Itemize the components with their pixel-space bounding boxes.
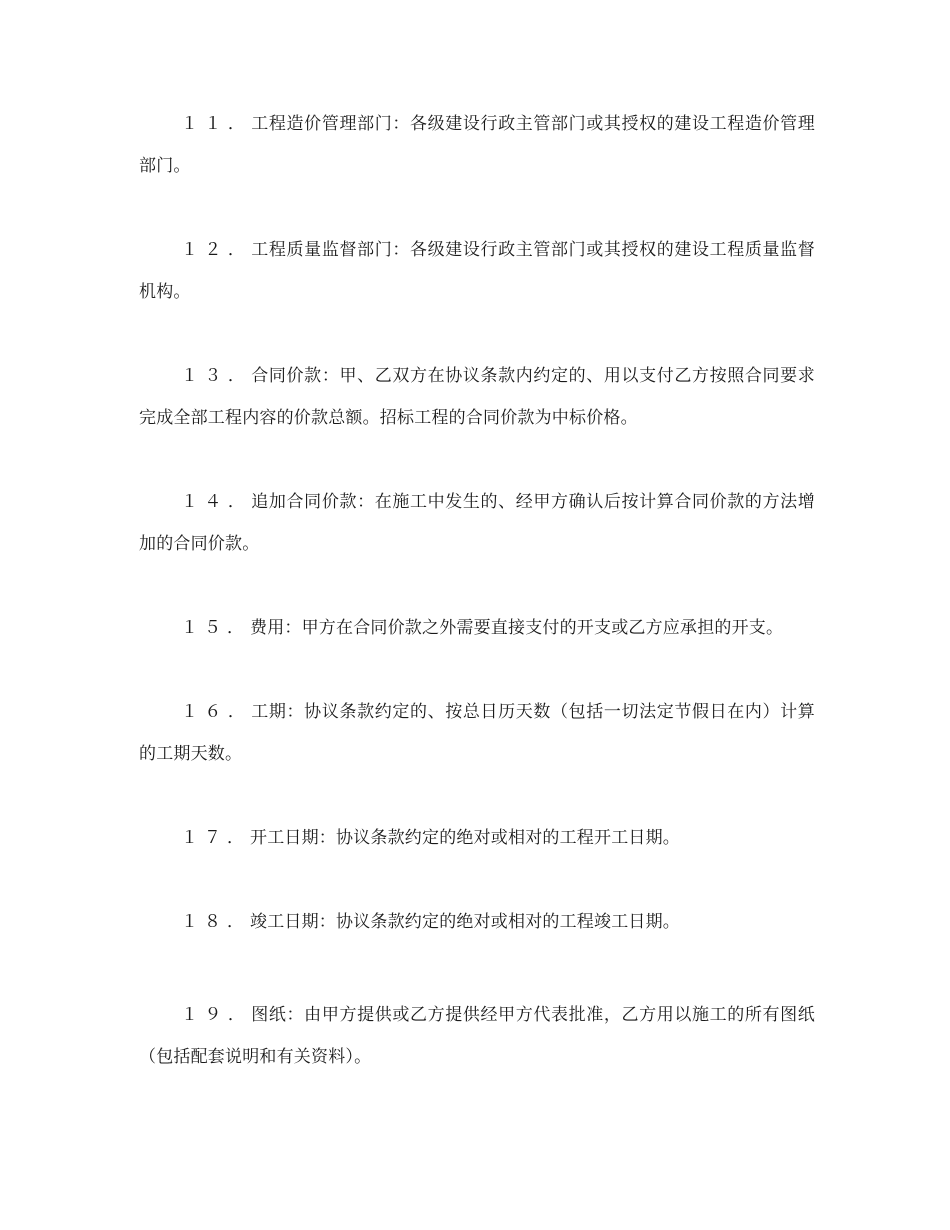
- clause-number: １４．: [181, 492, 252, 512]
- clause-number: １８．: [181, 912, 250, 932]
- clause-16: [139, 691, 815, 775]
- clause-text: 开工日期：协议条款约定的绝对或相对的工程开工日期。: [250, 828, 680, 848]
- clause-text: 工程造价管理部门：各级建设行政主管部门或其授权的建设工程造价管理部门。: [139, 114, 816, 176]
- clause-text: 追加合同价款：在施工中发生的、经甲方确认后按计算合同价款的方法增加的合同价款。: [139, 492, 816, 554]
- clause-17: [139, 817, 815, 859]
- clause-number: １５．: [181, 618, 250, 638]
- clause-text: 合同价款：甲、乙双方在协议条款内约定的、用以支付乙方按照合同要求完成全部工程内容的价款总额。招标工程的合同价款为中标价格。: [139, 366, 816, 428]
- clause-11: [139, 103, 815, 187]
- clause-13: [139, 355, 815, 439]
- clause-number: １９．: [181, 1005, 252, 1025]
- clause-number: １６．: [181, 702, 252, 722]
- clause-text: 竣工日期：协议条款约定的绝对或相对的工程竣工日期。: [250, 912, 680, 932]
- clause-number: １１．: [181, 114, 252, 134]
- clause-number: １７．: [181, 828, 250, 848]
- clause-text: 费用：甲方在合同价款之外需要直接支付的开支或乙方应承担的开支。: [250, 618, 784, 638]
- clause-text: 工程质量监督部门：各级建设行政主管部门或其授权的建设工程质量监督机构。: [139, 240, 816, 302]
- clause-15: [139, 607, 815, 649]
- clause-text: 图纸：由甲方提供或乙方提供经甲方代表批准，乙方用以施工的所有图纸（包括配套说明和有关资料）。: [139, 1005, 816, 1067]
- clause-text: 工期：协议条款约定的、按总日历天数（包括一切法定节假日在内）计算的工期天数。: [139, 702, 816, 764]
- clause-18: [139, 901, 815, 943]
- clause-number: １３．: [181, 366, 252, 386]
- clause-14: [139, 481, 815, 565]
- clause-19: [139, 994, 815, 1078]
- clause-12: [139, 229, 815, 313]
- clause-number: １２．: [181, 240, 252, 260]
